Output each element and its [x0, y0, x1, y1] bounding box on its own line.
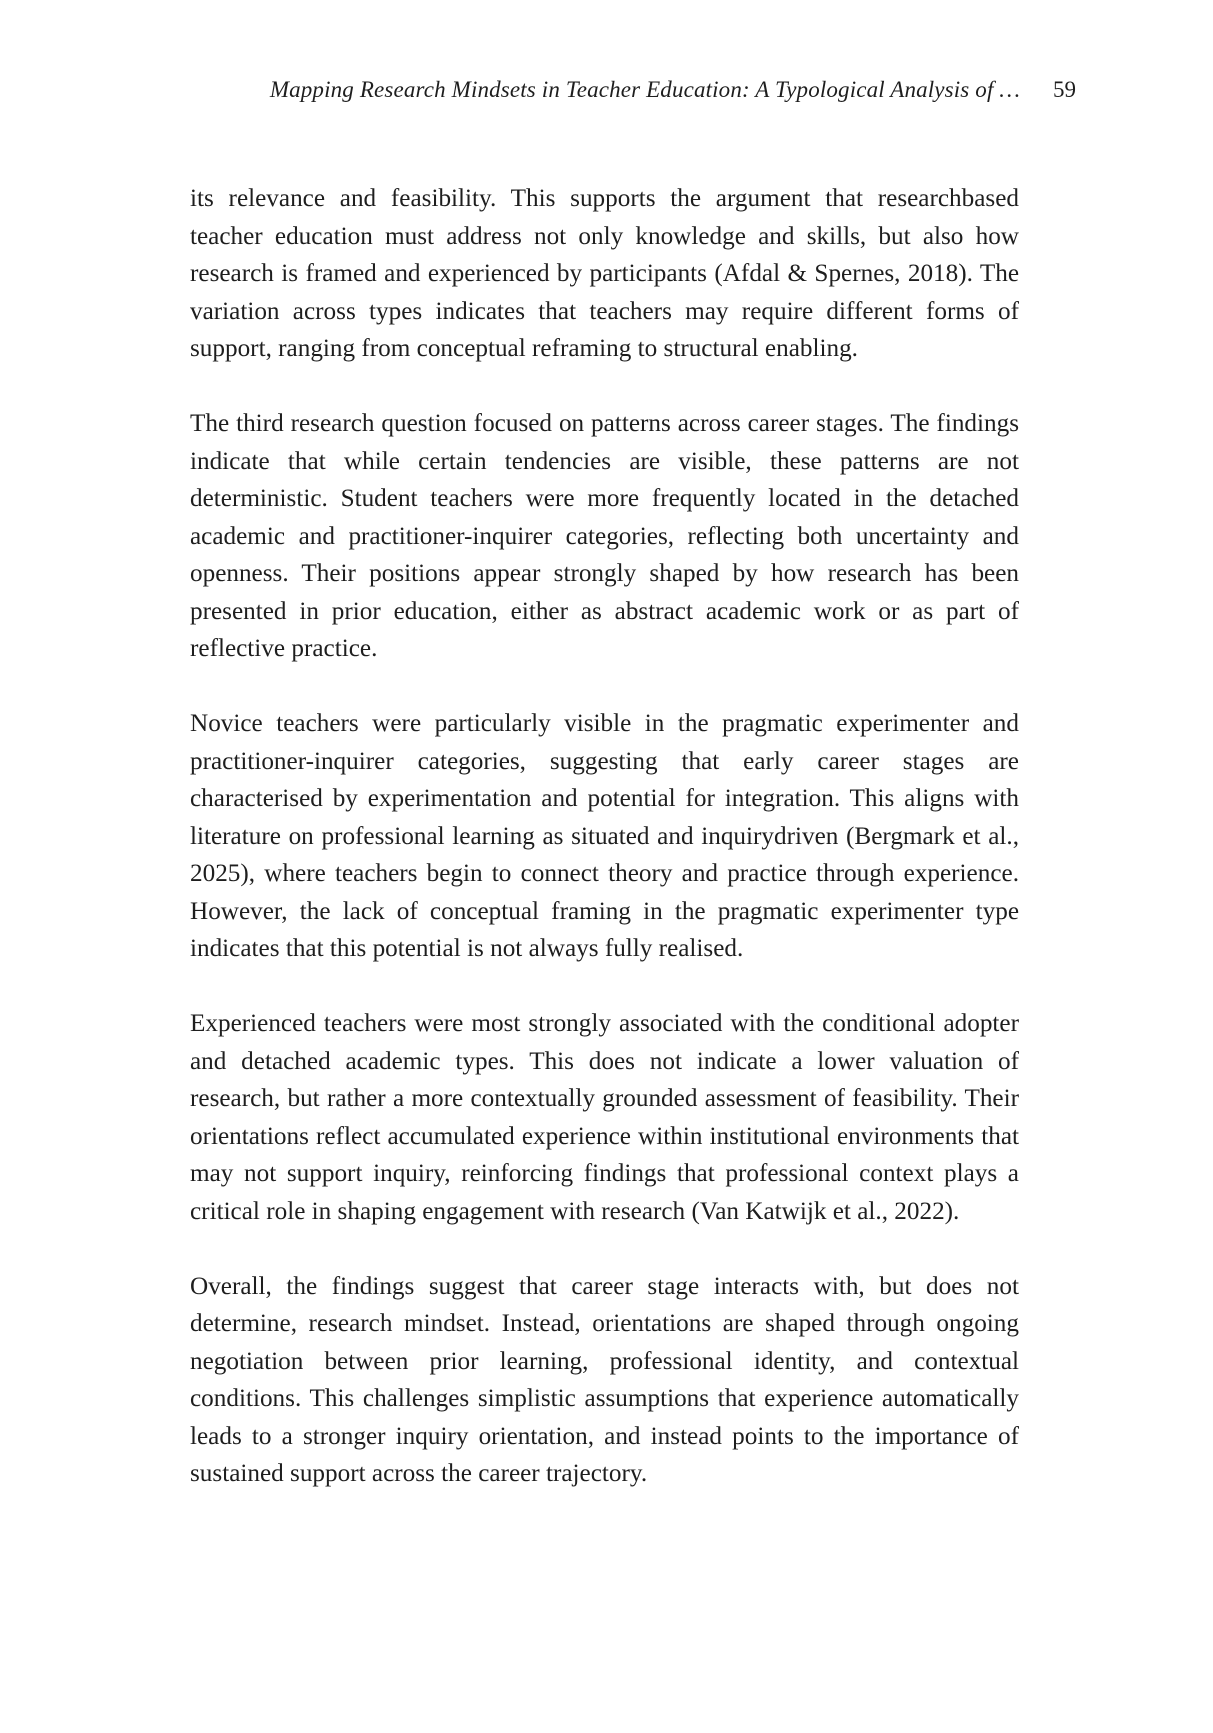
page-number: 59 [1053, 77, 1076, 102]
running-title: Mapping Research Mindsets in Teacher Education: A Typological Analysis of … [269, 77, 1020, 102]
paragraph: The third research question focused on patterns across career stages. The findings indicate that while certain tendencies are visible, these patterns are not deterministic. Student teachers were more frequently located in the detached academic and practitioner-inquirer categories, reflecting both uncertainty and openness. Their positions appear strongly shaped by how research has been presented in prior education, either as abstract academic work or as part of reflective practice. [190, 410, 1019, 662]
paragraph: Experienced teachers were most strongly associated with the conditional adopter and detached academic types. This does not indicate a lower valuation of research, but rather a more contextually grounded assessment of feasibility. Their orientations reflect accumulated experience within institutional environments that may not support inquiry, reinforcing findings that professional context plays a critical role in shaping engagement with research (Van Katwijk et al., 2022). [190, 1010, 1019, 1225]
running-header [0, 72, 1213, 108]
paragraph: Overall, the findings suggest that career stage interacts with, but does not determine, research mindset. Instead, orientations are shaped through ongoing negotiation between prior learning, professional identity, and contextual conditions. This challenges simplistic assumptions that experience automatically leads to a stronger inquiry orientation, and instead points to the importance of sustained support across the career trajectory. [190, 1272, 1019, 1487]
body-text [190, 180, 1019, 1493]
paragraph: its relevance and feasibility. This supports the argument that researchbased teacher education must address not only knowledge and skills, but also how research is framed and experienced by participants (Afdal & Spernes, 2018). The variation across types indicates that teachers may require different forms of support, ranging from conceptual reframing to structural enabling. [190, 185, 1019, 362]
paragraph: Novice teachers were particularly visible in the pragmatic experimenter and practitioner-inquirer categories, suggesting that early career stages are characterised by experimentation and potential for integration. This aligns with literature on professional learning as situated and inquirydriven (Bergmark et al., 2025), where teachers begin to connect theory and practice through experience. However, the lack of conceptual framing in the pragmatic experimenter type indicates that this potential is not always fully realised. [190, 710, 1019, 962]
